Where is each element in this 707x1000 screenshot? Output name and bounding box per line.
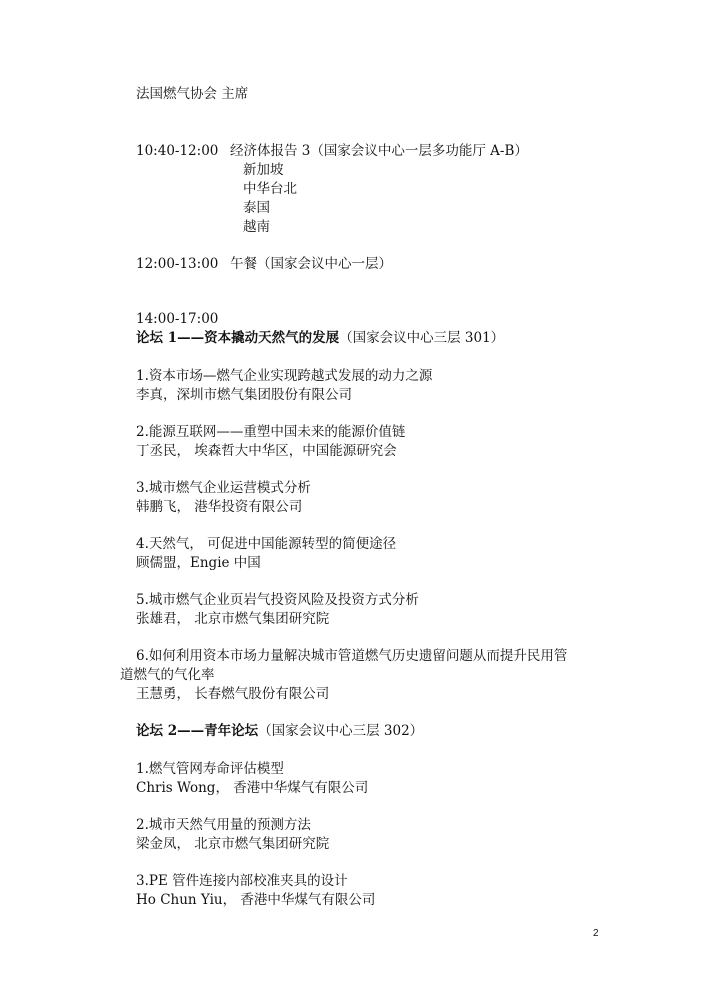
talk-title: 5.城市燃气企业页岩气投资风险及投资方式分析: [136, 592, 419, 608]
forum2-heading: [136, 722, 423, 740]
country-item: 中华台北: [243, 181, 297, 197]
lunch-time: 12:00-13:00: [136, 256, 219, 272]
page-number: 2: [593, 928, 599, 939]
forum1-location: （国家会议中心三层 301）: [339, 330, 505, 346]
talk-title: 6.如何利用资本市场力量解决城市管道燃气历史遗留问题从而提升民用管: [136, 648, 568, 664]
lunch-title: 午餐（国家会议中心一层）: [230, 256, 392, 272]
country-item: 新加坡: [243, 162, 284, 178]
talk-title-continued: 道燃气的气化率: [120, 667, 215, 683]
talk-speaker: 李真，深圳市燃气集团股份有限公司: [136, 387, 352, 403]
country-item: 越南: [243, 219, 270, 235]
talk-speaker: Ho Chun Yiu， 香港中华煤气有限公司: [136, 892, 376, 908]
talk-title: 1.资本市场—燃气企业实现跨越式发展的动力之源: [136, 368, 433, 384]
talk-title: 3.城市燃气企业运营模式分析: [136, 480, 311, 496]
economy-session-title: 经济体报告 3（国家会议中心一层多功能厅 A-B）: [230, 143, 528, 159]
header-line: 法国燃气协会 主席: [136, 86, 249, 102]
talk-speaker: Chris Wong， 香港中华煤气有限公司: [136, 780, 369, 796]
forum1-time: 14:00-17:00: [136, 311, 219, 327]
country-item: 泰国: [243, 200, 270, 216]
talk-title: 4.天然气， 可促进中国能源转型的简便途径: [136, 536, 397, 552]
talk-title: 2.能源互联网——重塑中国未来的能源价值链: [136, 424, 406, 440]
forum1-heading: [136, 329, 504, 347]
forum2-title: 论坛 2——青年论坛: [136, 723, 259, 739]
economy-session-time: 10:40-12:00: [136, 143, 219, 159]
talk-speaker: 顾儒盟，Engie 中国: [136, 555, 261, 571]
talk-title: 1.燃气管网寿命评估模型: [136, 761, 284, 777]
forum2-location: （国家会议中心三层 302）: [258, 723, 424, 739]
talk-speaker: 韩鹏飞， 港华投资有限公司: [136, 499, 303, 515]
talk-title: 3.PE 管件连接内部校准夹具的设计: [136, 873, 348, 889]
talk-title: 2.城市天然气用量的预测方法: [136, 817, 311, 833]
forum1-title: 论坛 1——资本撬动天然气的发展: [136, 330, 340, 346]
talk-speaker: 王慧勇， 长春燃气股份有限公司: [136, 686, 330, 702]
talk-speaker: 张雄君， 北京市燃气集团研究院: [136, 611, 330, 627]
talk-speaker: 丁丞民， 埃森哲大中华区，中国能源研究会: [136, 443, 397, 459]
talk-speaker: 梁金凤， 北京市燃气集团研究院: [136, 836, 330, 852]
